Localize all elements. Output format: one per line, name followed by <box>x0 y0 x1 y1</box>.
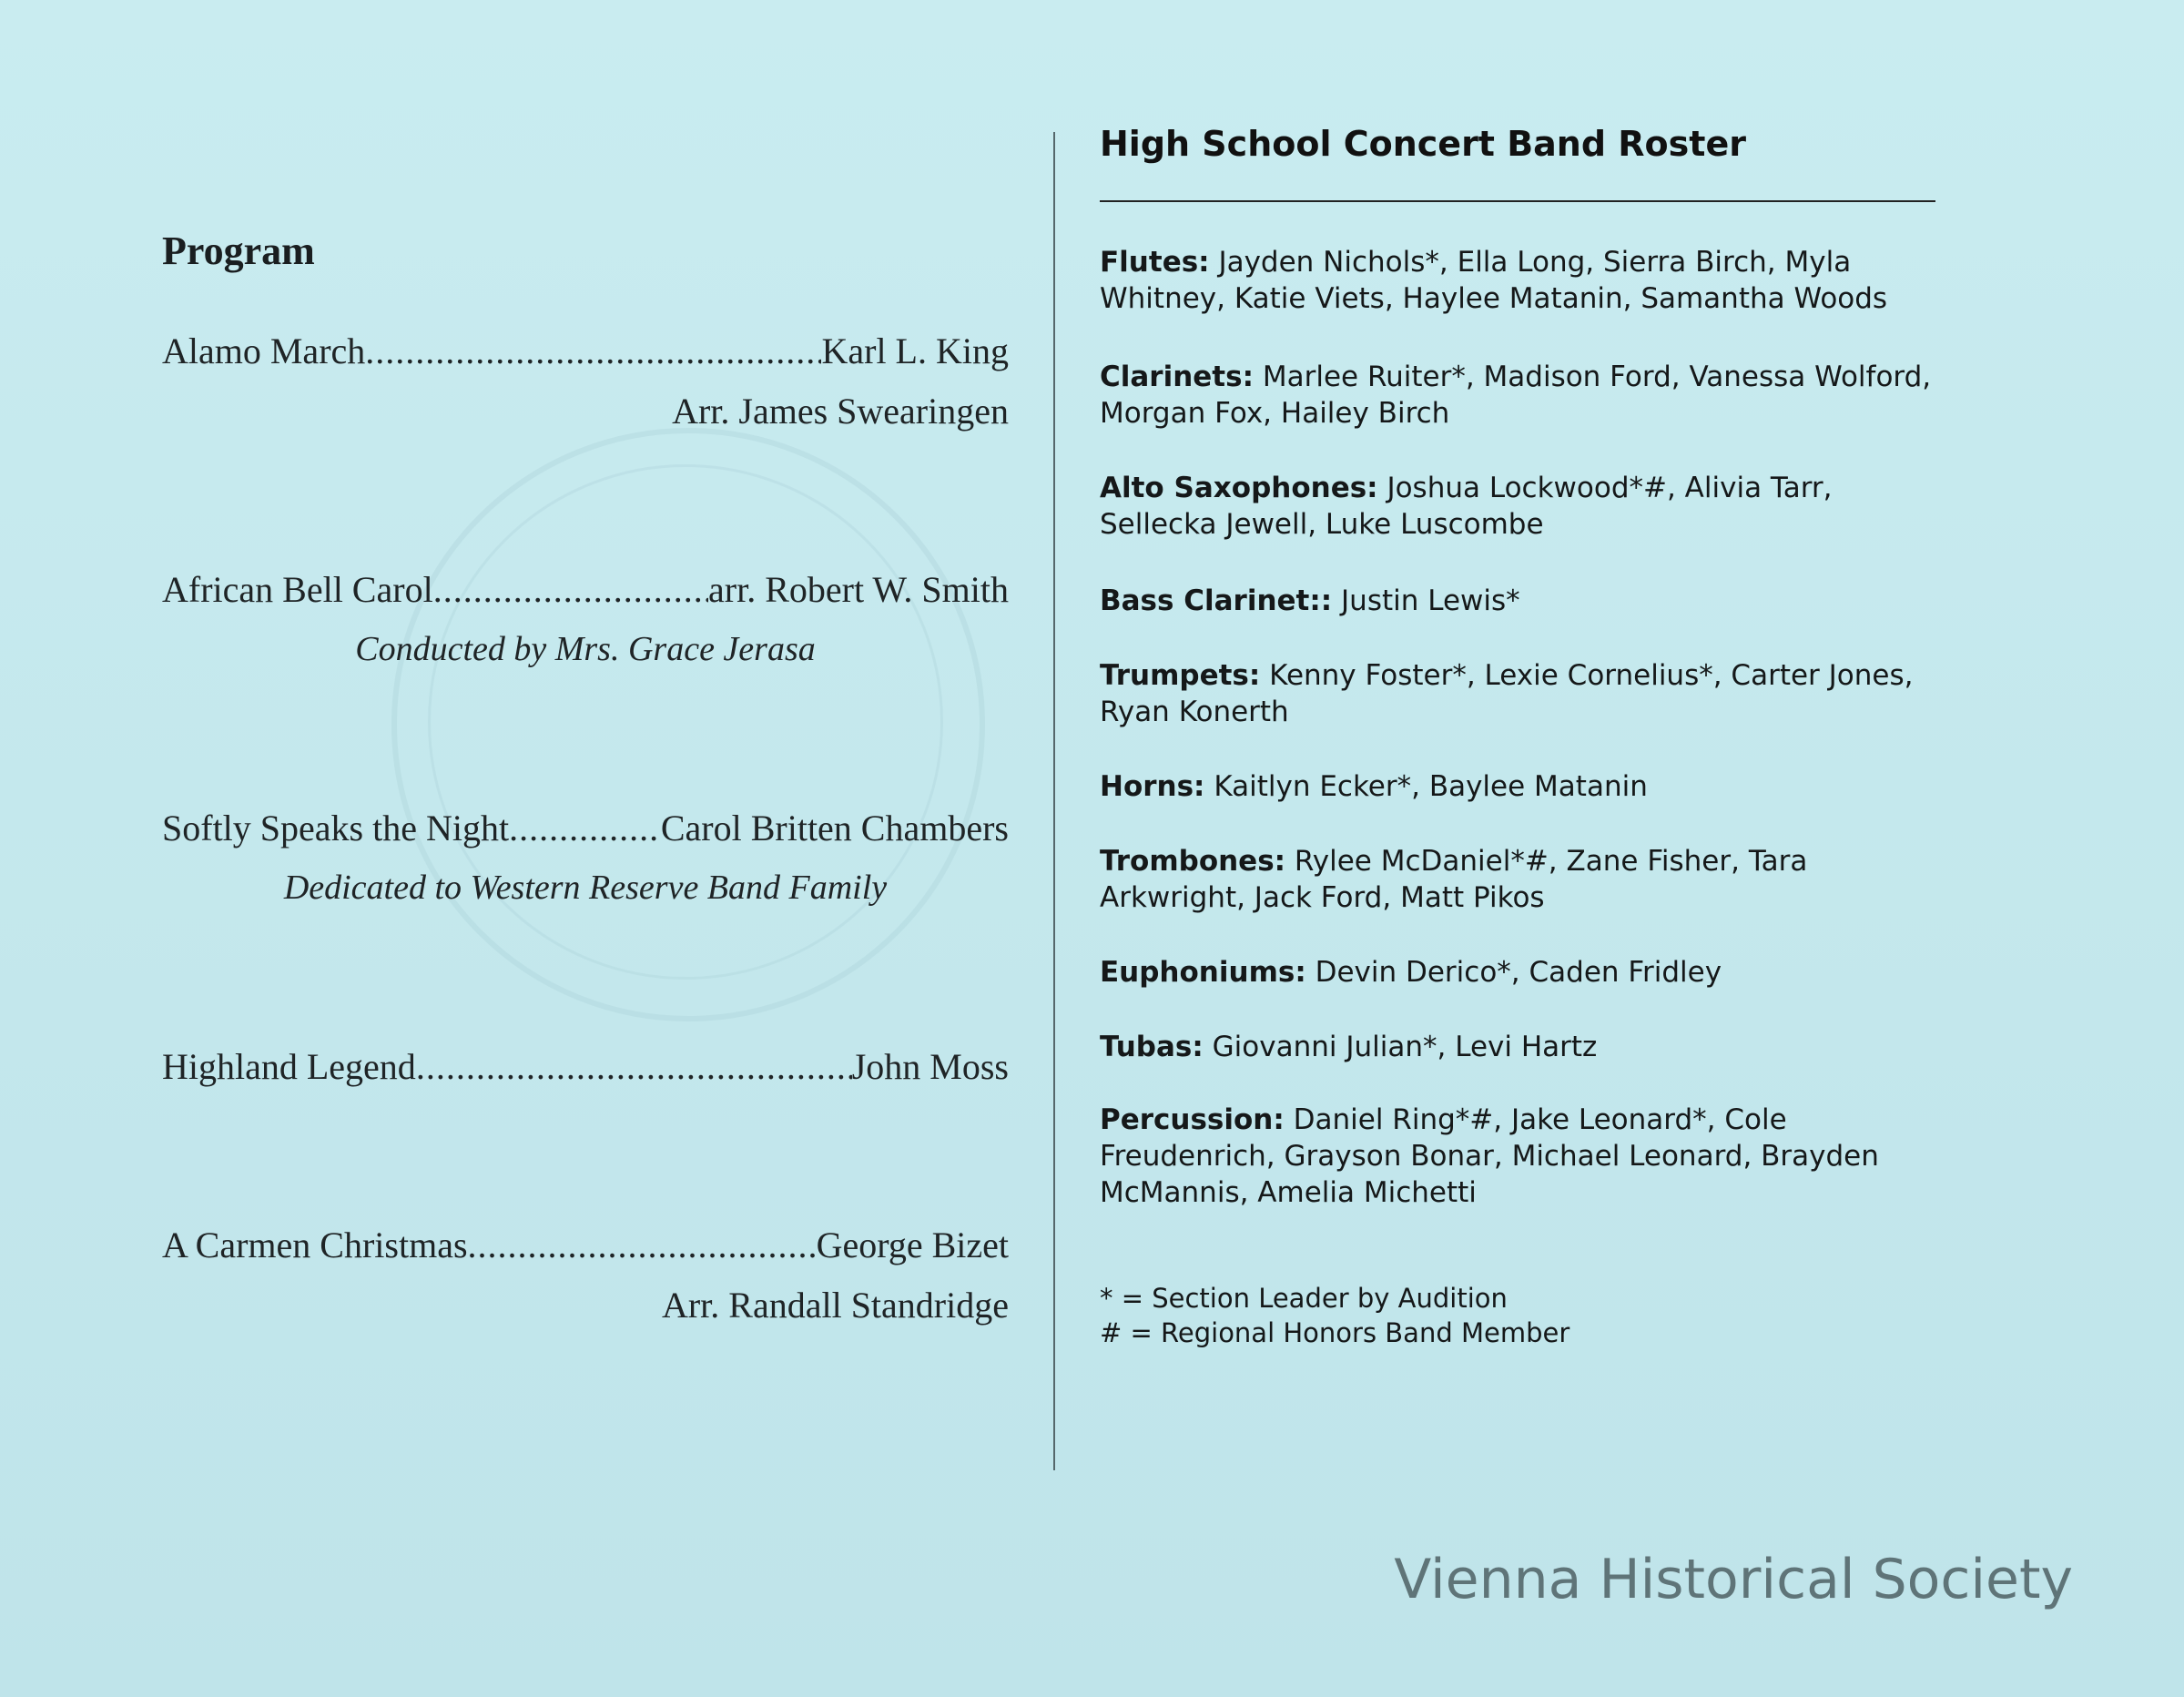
program-heading: Program <box>162 229 315 273</box>
member-list: Kenny Foster*, Lexie Cornelius*, Carter Jones, Ryan Konerth <box>1100 659 1914 728</box>
instrument-label: Percussion: <box>1100 1103 1285 1136</box>
instrument-label: Bass Clarinet:: <box>1100 584 1333 617</box>
instrument-label: Trumpets: <box>1100 659 1261 692</box>
roster-section-flutes <box>1100 244 1937 317</box>
program-piece <box>162 1222 1009 1329</box>
member-list: Kaitlyn Ecker*, Baylee Matanin <box>1214 770 1648 803</box>
piece-note: Conducted by Mrs. Grace Jerasa <box>355 630 816 668</box>
roster-section-horns <box>1100 768 1937 805</box>
member-list: Daniel Ring*#, Jake Leonard*, Cole Freudenrich, Grayson Bonar, Michael Leonard, Brayden McMannis, Amelia Michetti <box>1100 1103 1879 1209</box>
roster-section-tubas <box>1100 1029 1937 1065</box>
leader-dots <box>416 1043 852 1091</box>
roster-section-bass-clarinet <box>1100 583 1937 619</box>
roster-heading: High School Concert Band Roster <box>1100 124 1746 164</box>
member-list: Rylee McDaniel*#, Zane Fisher, Tara Arkwright, Jack Ford, Matt Pikos <box>1100 845 1808 914</box>
piece-composer: John Moss <box>851 1046 1009 1087</box>
member-list: Jayden Nichols*, Ella Long, Sierra Birch, Myla Whitney, Katie Viets, Haylee Matanin, Samantha Woods <box>1100 246 1888 315</box>
archive-watermark: Vienna Historical Society <box>1394 1548 2073 1611</box>
roster-section-percussion <box>1100 1102 1937 1211</box>
piece-title: Softly Speaks the Night <box>162 808 510 848</box>
instrument-label: Tubas: <box>1100 1031 1204 1063</box>
member-list: Joshua Lockwood*#, Alivia Tarr, Sellecka Jewell, Luke Luscombe <box>1100 472 1833 541</box>
roster-legend <box>1100 1281 1937 1350</box>
instrument-label: Trombones: <box>1100 845 1286 878</box>
instrument-label: Flutes: <box>1100 246 1210 279</box>
piece-composer: Karl L. King <box>821 330 1009 371</box>
roster-section-alto-saxophones <box>1100 470 1937 543</box>
member-list: Marlee Ruiter*, Madison Ford, Vanessa Wolford, Morgan Fox, Hailey Birch <box>1100 361 1932 430</box>
piece-composer: George Bizet <box>816 1224 1009 1265</box>
piece-title: A Carmen Christmas <box>162 1224 468 1265</box>
program-piece <box>162 328 1009 435</box>
instrument-label: Euphoniums: <box>1100 956 1306 989</box>
legend-section-leader: * = Section Leader by Audition <box>1100 1283 1508 1314</box>
piece-title: Highland Legend <box>162 1046 416 1087</box>
roster-section-euphoniums <box>1100 954 1937 991</box>
instrument-label: Clarinets: <box>1100 361 1254 393</box>
piece-note: Dedicated to Western Reserve Band Family <box>283 869 888 907</box>
piece-composer: arr. Robert W. Smith <box>708 569 1009 610</box>
piece-arranger: Arr. Randall Standridge <box>661 1285 1009 1326</box>
legend-honors: # = Regional Honors Band Member <box>1100 1317 1570 1348</box>
leader-dots <box>509 805 661 852</box>
program-piece <box>162 566 1009 672</box>
piece-title: African Bell Carol <box>162 569 433 610</box>
reverse-side-show-through <box>437 178 1074 258</box>
instrument-label: Horns: <box>1100 770 1205 803</box>
leader-dots <box>468 1222 817 1269</box>
piece-composer: Carol Britten Chambers <box>660 808 1009 848</box>
leader-dots <box>365 328 821 375</box>
roster-section-clarinets <box>1100 359 1937 432</box>
roster-rule <box>1100 200 1935 202</box>
member-list: Giovanni Julian*, Levi Hartz <box>1212 1031 1598 1063</box>
roster-section-trombones <box>1100 843 1937 916</box>
column-divider <box>1053 132 1055 1470</box>
member-list: Devin Derico*, Caden Fridley <box>1315 956 1722 989</box>
program-piece <box>162 805 1009 910</box>
roster-section-trumpets <box>1100 657 1937 730</box>
program-piece <box>162 1043 1009 1091</box>
piece-arranger: Arr. James Swearingen <box>672 391 1009 432</box>
leader-dots <box>433 566 708 614</box>
piece-title: Alamo March <box>162 330 366 371</box>
instrument-label: Alto Saxophones: <box>1100 472 1378 504</box>
member-list: Justin Lewis* <box>1341 584 1520 617</box>
